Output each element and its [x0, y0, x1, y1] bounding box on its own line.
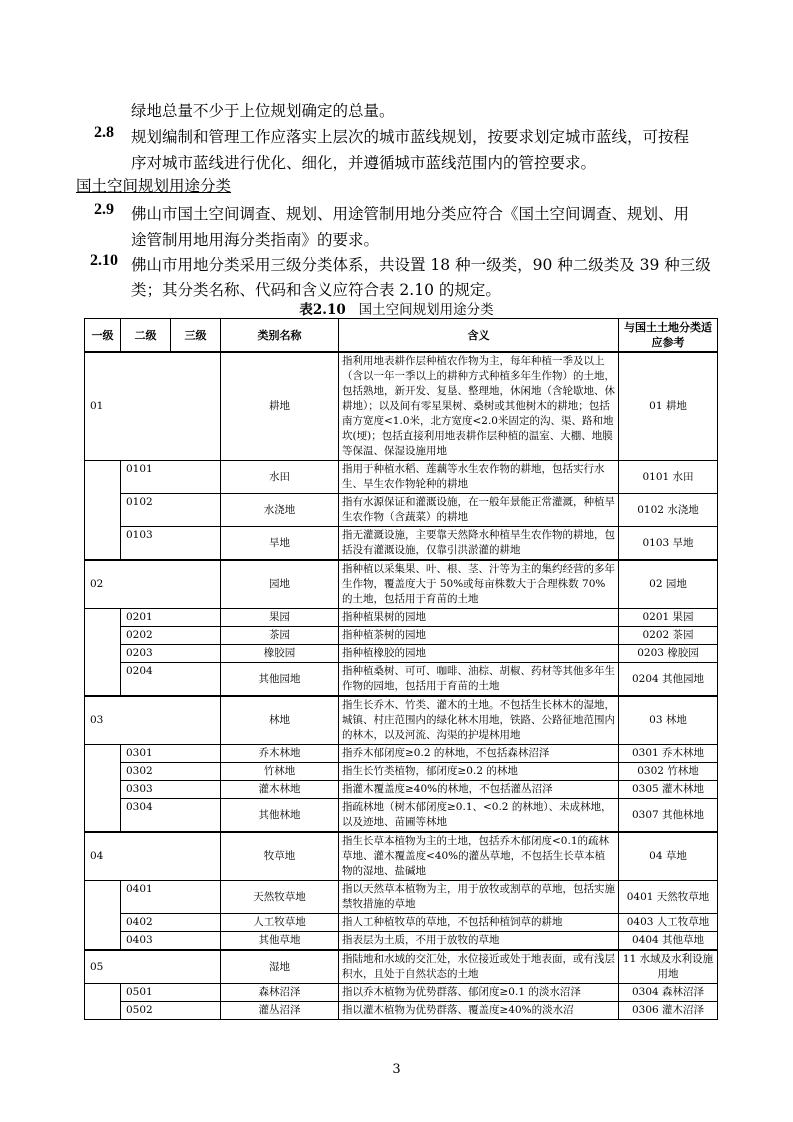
table-row: [85, 914, 718, 932]
land-class-reference: 0201 果园: [619, 609, 718, 627]
category-name: 灌丛沼泽: [221, 1002, 339, 1020]
land-use-classification-table: [84, 318, 718, 1020]
table-row: [85, 560, 718, 609]
category-description: 指生长草本植物为主的土地，包括乔木郁闭度<0.1的疏林草地、灌木覆盖度<40%的灌丛草地，不包括生长草本植物的湿地、盐碱地: [339, 832, 619, 881]
level2-code: 0204: [121, 663, 221, 697]
land-class-reference: 11 水域及水利设施用地: [619, 950, 718, 984]
category-name: 橡胶园: [221, 645, 339, 663]
level1-spacer: [85, 984, 121, 1020]
level2-code: 0103: [121, 527, 221, 561]
level1-code: 01: [85, 352, 221, 461]
level2-code: 0501: [121, 984, 221, 1002]
level1-spacer: [85, 881, 121, 951]
clause-2-10-line1: 佛山市用地分类采用三级分类体系，共设置 18 种一级类，90 种二级类及 39 种三级: [131, 256, 711, 274]
table-row: [85, 663, 718, 697]
land-class-reference: 0102 水浇地: [619, 494, 718, 527]
clause-2-10-line2: 类；其分类名称、代码和含义应符合表 2.10 的规定。: [131, 281, 501, 299]
table-row: [85, 494, 718, 527]
land-class-reference: 03 林地: [619, 696, 718, 745]
header-level1: 一级: [85, 319, 121, 353]
page-number: 3: [392, 1062, 401, 1077]
table-row: [85, 461, 718, 494]
land-class-reference: 0204 其他园地: [619, 663, 718, 697]
paragraph-continuation: 绿地总量不少于上位规划确定的总量。: [131, 102, 395, 120]
table-row: [85, 763, 718, 781]
table-row: [85, 932, 718, 951]
table-row: [85, 984, 718, 1002]
category-description: 指种植橡胶的园地: [339, 645, 619, 663]
table-caption: [0, 298, 793, 318]
category-name: 水浇地: [221, 494, 339, 527]
category-name: 林地: [221, 696, 339, 745]
land-class-reference: 0101 水田: [619, 461, 718, 494]
land-class-reference: 0202 茶园: [619, 627, 718, 645]
category-name: 森林沼泽: [221, 984, 339, 1002]
level2-code: 0401: [121, 881, 221, 914]
header-level3: 三级: [171, 319, 221, 353]
table-row: [85, 832, 718, 881]
level1-code: 03: [85, 696, 221, 745]
category-description: 指种植茶树的园地: [339, 627, 619, 645]
table-row: [85, 527, 718, 561]
table-caption-label: 表2.10: [299, 302, 346, 318]
category-name: 水田: [221, 461, 339, 494]
category-name: 其他园地: [221, 663, 339, 697]
table-row: [85, 950, 718, 984]
land-class-reference: 04 草地: [619, 832, 718, 881]
category-name: 园地: [221, 560, 339, 609]
level2-code: 0102: [121, 494, 221, 527]
level2-code: 0201: [121, 609, 221, 627]
level1-code: 05: [85, 950, 221, 984]
category-name: 果园: [221, 609, 339, 627]
category-description: 指乔木郁闭度≥0.2 的林地，不包括森林沼泽: [339, 745, 619, 763]
category-description: 指无灌溉设施，主要靠天然降水种植旱生农作物的耕地，包括没有灌溉设施，仅靠引洪淤灌的耕地: [339, 527, 619, 561]
header-level2: 二级: [121, 319, 171, 353]
land-class-reference: 0203 橡胶园: [619, 645, 718, 663]
level2-code: 0101: [121, 461, 221, 494]
level2-code: 0303: [121, 781, 221, 799]
clause-2-8-line2: 序对城市蓝线进行优化、细化，并遵循城市蓝线范围内的管控要求。: [131, 154, 597, 172]
land-class-reference: 0404 其他草地: [619, 932, 718, 951]
level2-code: 0402: [121, 914, 221, 932]
table-row: [85, 696, 718, 745]
category-name: 灌木林地: [221, 781, 339, 799]
level1-code: 02: [85, 560, 221, 609]
category-name: 人工牧草地: [221, 914, 339, 932]
land-class-reference: 01 耕地: [619, 352, 718, 461]
clause-number-2-9: 2.9: [94, 201, 114, 218]
level1-spacer: [85, 461, 121, 561]
category-description: 指表层为土质，不用于放牧的草地: [339, 932, 619, 951]
level1-spacer: [85, 609, 121, 697]
category-description: 指有水源保证和灌溉设施，在一般年景能正常灌溉，种植旱生农作物（含蔬菜）的耕地: [339, 494, 619, 527]
level1-code: 04: [85, 832, 221, 881]
category-description: 指用于种植水稻、莲藕等水生农作物的耕地，包括实行水生、旱生农作物轮种的耕地: [339, 461, 619, 494]
clause-number-2-8: 2.8: [94, 124, 114, 141]
clause-2-9-line2: 途管制用地用海分类指南》的要求。: [131, 231, 380, 249]
clause-2-8-line1: 规划编制和管理工作应落实上层次的城市蓝线规划，按要求划定城市蓝线，可按程: [131, 128, 690, 146]
land-class-reference: 0304 森林沼泽: [619, 984, 718, 1002]
land-class-reference: 0401 天然牧草地: [619, 881, 718, 914]
level2-code: 0203: [121, 645, 221, 663]
land-class-reference: 0305 灌木林地: [619, 781, 718, 799]
table-row: [85, 1002, 718, 1020]
header-meaning: 含义: [339, 319, 619, 353]
category-description: 指种植果树的园地: [339, 609, 619, 627]
category-name: 天然牧草地: [221, 881, 339, 914]
category-description: 指生长竹类植物，郁闭度≥0.2 的林地: [339, 763, 619, 781]
category-description: 指疏林地（树木郁闭度≥0.1、<0.2 的林地）、未成林地，以及迹地、苗圃等林地: [339, 799, 619, 833]
level1-spacer: [85, 745, 121, 833]
category-description: 指利用地表耕作层种植农作物为主，每年种植一季及以上（含以一年一季以上的耕种方式种植多年生作物）的土地，包括熟地，新开发、复垦、整理地，休闲地（含轮歇地、休耕地）；以及间有零星果树、桑树或其他树木的耕地；包括南方宽度<1.0米，北方宽度<2.0米固定的沟、渠、路和地坎(埂)；包括直接利用地表耕作层种植的温室、大棚、地膜等保温、保湿设施用地: [339, 352, 619, 461]
table-row: [85, 609, 718, 627]
table-header-row: [85, 319, 718, 353]
level2-code: 0301: [121, 745, 221, 763]
category-description: 指以乔木植物为优势群落、郁闭度≥0.1 的淡水沼泽: [339, 984, 619, 1002]
table-row: [85, 645, 718, 663]
header-category-name: 类别名称: [221, 319, 339, 353]
level2-code: 0403: [121, 932, 221, 951]
table-row: [85, 781, 718, 799]
category-name: 其他草地: [221, 932, 339, 951]
category-name: 其他林地: [221, 799, 339, 833]
table-row: [85, 745, 718, 763]
table-caption-title: 国土空间规划用途分类: [358, 302, 494, 318]
section-heading: 国土空间规划用途分类: [76, 177, 232, 195]
land-class-reference: 0302 竹林地: [619, 763, 718, 781]
category-name: 竹林地: [221, 763, 339, 781]
category-description: 指陆地和水域的交汇处，水位接近或处于地表面，或有浅层积水，且处于自然状态的土地: [339, 950, 619, 984]
clause-2-9-line1: 佛山市国土空间调查、规划、用途管制用地分类应符合《国土空间调查、规划、用: [131, 205, 690, 223]
category-name: 耕地: [221, 352, 339, 461]
land-class-reference: 02 园地: [619, 560, 718, 609]
category-description: 指以天然草本植物为主，用于放牧或割草的草地，包括实施禁牧措施的草地: [339, 881, 619, 914]
category-description: 指以灌木植物为优势群落、覆盖度≥40%的淡水沼: [339, 1002, 619, 1020]
clause-number-2-10: 2.10: [90, 252, 118, 269]
category-name: 茶园: [221, 627, 339, 645]
category-name: 旱地: [221, 527, 339, 561]
category-name: 牧草地: [221, 832, 339, 881]
category-description: 指种植以采集果、叶、根、茎、汁等为主的集约经营的多年生作物，覆盖度大于 50%或每亩株数大于合理株数 70%的土地，包括用于育苗的土地: [339, 560, 619, 609]
level2-code: 0202: [121, 627, 221, 645]
category-name: 湿地: [221, 950, 339, 984]
table-row: [85, 881, 718, 914]
category-description: 指生长乔木、竹类、灌木的土地。不包括生长林木的湿地，城镇、村庄范围内的绿化林木用地，铁路、公路征地范围内的林木，以及河流、沟渠的护堤林用地: [339, 696, 619, 745]
table-row: [85, 627, 718, 645]
land-class-reference: 0301 乔木林地: [619, 745, 718, 763]
land-class-reference: 0103 旱地: [619, 527, 718, 561]
category-description: 指灌木覆盖度≥40%的林地，不包括灌丛沼泽: [339, 781, 619, 799]
level2-code: 0502: [121, 1002, 221, 1020]
land-class-reference: 0403 人工牧草地: [619, 914, 718, 932]
level2-code: 0302: [121, 763, 221, 781]
table-row: [85, 352, 718, 461]
category-description: 指人工种植牧草的草地，不包括种植饲草的耕地: [339, 914, 619, 932]
header-reference: 与国土土地分类适应参考: [619, 319, 718, 353]
land-class-reference: 0306 灌木沼泽: [619, 1002, 718, 1020]
category-name: 乔木林地: [221, 745, 339, 763]
category-description: 指种植桑树、可可、咖啡、油棕、胡椒、药材等其他多年生作物的园地，包括用于育苗的土地: [339, 663, 619, 697]
table-row: [85, 799, 718, 833]
land-class-reference: 0307 其他林地: [619, 799, 718, 833]
level2-code: 0304: [121, 799, 221, 833]
